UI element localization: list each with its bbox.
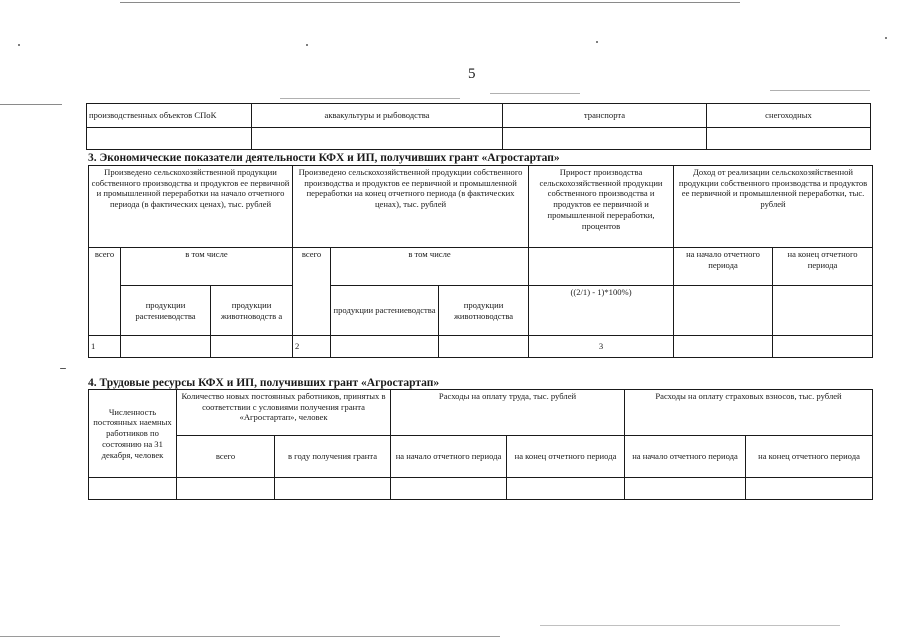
s3-num-3: 3	[529, 336, 674, 358]
scan-speck	[306, 44, 308, 46]
s3-num-2: 2	[293, 336, 331, 358]
labor-resources-table	[88, 389, 873, 500]
scan-line	[0, 636, 500, 637]
s4-grant-year: в году получения гранта	[275, 436, 391, 478]
table-cell	[211, 336, 293, 358]
s3-livestock-2: продукции животноводства	[439, 286, 529, 336]
s4-insurance-start: на начало отчетного периода	[625, 436, 746, 478]
economic-indicators-table	[88, 165, 873, 358]
table-cell	[625, 478, 746, 500]
scan-speck	[60, 368, 66, 369]
s3-total-2: всего	[293, 248, 331, 336]
scan-line	[0, 104, 62, 105]
s3-total-1: всего	[89, 248, 121, 336]
s3-formula: ((2/1) - 1)*100%)	[529, 286, 674, 336]
top-header-transport: транспорта	[503, 104, 707, 128]
table-cell	[503, 128, 707, 150]
s3-including-1: в том числе	[121, 248, 293, 286]
scan-line	[280, 98, 460, 99]
scan-line	[770, 90, 870, 91]
table-cell	[391, 478, 507, 500]
table-cell	[507, 478, 625, 500]
page-number: 5	[468, 66, 476, 82]
s4-headcount: Численность постоянных наемных работников по состоянию на 31 декабря, человек	[89, 390, 177, 478]
table-cell	[707, 128, 871, 150]
table-cell	[121, 336, 211, 358]
s4-total: всего	[177, 436, 275, 478]
table-cell	[773, 336, 873, 358]
s4-insurance-end: на конец отчетного периода	[746, 436, 873, 478]
table-cell	[529, 248, 674, 286]
scan-line	[490, 93, 580, 94]
s3-income-end: на конец отчетного периода	[773, 248, 873, 286]
section-3-title: 3. Экономические показатели деятельности КФХ и ИП, получивших грант «Агростартап»	[88, 152, 560, 164]
top-header-spok: производственных объектов СПоК	[87, 104, 252, 128]
scan-speck	[18, 44, 20, 46]
table-cell	[331, 336, 439, 358]
table-cell	[275, 478, 391, 500]
section-4-title: 4. Трудовые ресурсы КФХ и ИП, получивших грант «Агростартап»	[88, 377, 440, 389]
table-cell	[674, 336, 773, 358]
top-header-snowmobile: снегоходных	[707, 104, 871, 128]
s3-group-income: Доход от реализации сельскохозяйственной продукции собственного производства и продуктов ее первичной и промышленной переработки, тыс. рублей	[674, 166, 873, 248]
table-cell	[674, 286, 773, 336]
s3-group-end-production: Произведено сельскохозяйственной продукции собственного производства и продуктов ее первичной и промышленной переработки на конец отчетного периода (в фактических ценах), тыс. рублей	[293, 166, 529, 248]
s3-income-start: на начало отчетного периода	[674, 248, 773, 286]
s4-labor-costs: Расходы на оплату труда, тыс. рублей	[391, 390, 625, 436]
s3-group-growth: Прирост производства сельскохозяйственной продукции собственного производства и продуктов ее первичной и промышленной переработки, процентов	[529, 166, 674, 248]
scan-speck	[596, 41, 598, 43]
s3-including-2: в том числе	[331, 248, 529, 286]
table-cell	[439, 336, 529, 358]
s4-labor-start: на начало отчетного периода	[391, 436, 507, 478]
s4-new-workers: Количество новых постоянных работников, принятых в соответствии с условиями получения гранта «Агростартап», человек	[177, 390, 391, 436]
s3-group-start-production: Произведено сельскохозяйственной продукции собственного производства и продуктов ее первичной и промышленной переработки на начало отчетного периода (в фактических ценах), тыс. рублей	[89, 166, 293, 248]
table-cell	[252, 128, 503, 150]
s3-crop-1: продукции растениеводства	[121, 286, 211, 336]
top-header-aquaculture: аквакультуры и рыбоводства	[252, 104, 503, 128]
s4-insurance: Расходы на оплату страховых взносов, тыс. рублей	[625, 390, 873, 436]
table-cell	[773, 286, 873, 336]
scan-line	[120, 2, 740, 3]
table-cell	[87, 128, 252, 150]
s3-livestock-1: продукции животноводств а	[211, 286, 293, 336]
table-cell	[89, 478, 177, 500]
scan-speck	[885, 37, 887, 39]
scan-line	[540, 625, 840, 626]
s3-num-1: 1	[89, 336, 121, 358]
table-cell	[746, 478, 873, 500]
s4-labor-end: на конец отчетного периода	[507, 436, 625, 478]
s3-crop-2: продукции растениеводства	[331, 286, 439, 336]
table-cell	[177, 478, 275, 500]
top-table	[86, 103, 871, 150]
